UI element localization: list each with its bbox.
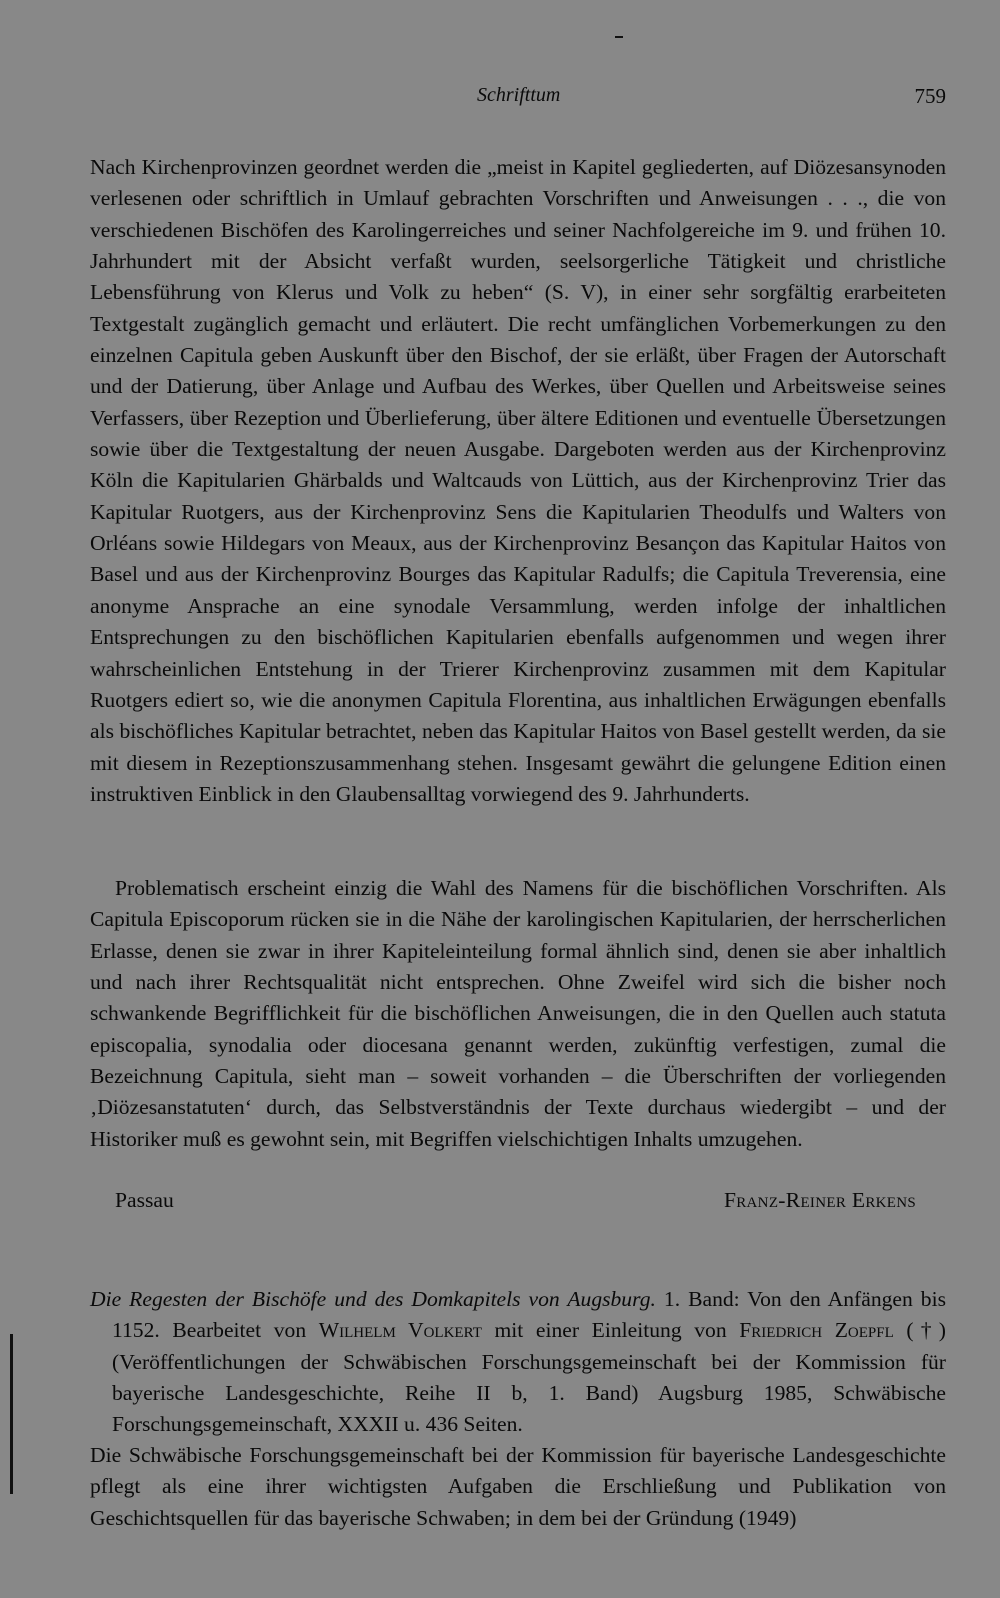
entry-intro-author: Friedrich Zoepfl bbox=[739, 1318, 894, 1343]
bibliographic-entry bbox=[90, 1284, 946, 1441]
margin-line bbox=[10, 1334, 13, 1494]
entry-details-1: 1. Band: Von den Anfängen bis 1152. Bearbeitet von bbox=[112, 1287, 946, 1343]
running-title: Schrifttum bbox=[477, 84, 561, 106]
review-paragraph-1: Nach Kirchenprovinzen geordnet werden die „meist in Kapitel gegliederten, auf Diözesansynoden verlesenen oder schriftlich in Umlauf gebrachten Vorschriften und Anweisungen . . ., die von verschiedenen Bischöfen des Karolingerreiches und seiner Nachfolgereiche im 9. und frühen 10. Jahrhundert mit der Absicht verfaßt wurden, seelsorgerliche Tätigkeit und christliche Lebensführung von Klerus und Volk zu heben“ (S. V), in einer sehr sorgfältig erarbeiteten Textgestalt zugänglich gemacht und erläutert. Die recht umfänglichen Vorbemerkungen zu den einzelnen Capitula geben Auskunft über den Bischof, der sie erläßt, über Fragen der Autorschaft und der Datierung, über Anlage und Aufbau des Werkes, über Quellen und Arbeitsweise seines Verfassers, über Rezeption und Überlieferung, über ältere Editionen und eventuelle Übersetzungen sowie über die Textgestaltung der neuen Ausgabe. Dargeboten werden aus der Kirchenprovinz Köln die Kapitularien Ghärbalds und Waltcauds von Lüttich, aus der Kirchenprovinz Trier das Kapitular Ruotgers, aus der Kirchenprovinz Sens die Kapitularien Theodulfs und Walters von Orléans sowie Hildegars von Meaux, aus der Kirchenprovinz Besançon das Kapitular Haitos von Basel und aus der Kirchenprovinz Bourges das Kapitular Radulfs; die Capitula Treverensia, eine anonyme Ansprache an eine synodale Versammlung, werden infolge der inhaltlichen Entsprechungen zu den bischöflichen Kapitularien ebenfalls aufgenommen und wegen ihrer wahrscheinlichen Entstehung in der Trierer Kirchenprovinz zusammen mit dem Kapitular Ruotgers ediert so, wie die anonymen Capitula Florentina, aus inhaltlichen Erwägungen ebenfalls als bischöfliches Kapitular betrachtet, neben das Kapitular Haitos von Basel gestellt werden, da sie mit diesem in Rezeptionszusammenhang stehen. Insgesamt gewährt die gelungene Edition einen instruktiven Einblick in den Glaubensalltag vorwiegend des 9. Jahrhunderts. bbox=[90, 155, 946, 806]
signature-author: Franz-Reiner Erkens bbox=[723, 1188, 916, 1212]
review2-paragraph-1: Die Schwäbische Forschungsgemeinschaft bei der Kommission für bayerische Landesgeschichte pflegt als eine ihrer wichtigsten Aufgaben die Erschließung und Publikation von Geschichtsquellen für das bayerische Schwaben; in dem bei der Gründung (1949) bbox=[90, 1443, 946, 1530]
signature-place: Passau bbox=[115, 1188, 174, 1212]
page-number: 759 bbox=[914, 84, 946, 108]
page-header bbox=[90, 84, 946, 114]
entry-details-2: mit einer Einleitung von bbox=[481, 1318, 740, 1343]
review-signature bbox=[90, 1188, 916, 1220]
entry-details-3: (†) (Veröffentlichungen der Schwäbischen Forschungsgemeinschaft bei der Kommission für bayerische Landesgeschichte, Reihe II b, 1. Band) Augsburg 1985, Schwäbische Forschungsgemeinschaft, XXXII u. 436 Seiten. bbox=[112, 1318, 946, 1437]
entry-editor: Wilhelm Volkert bbox=[318, 1318, 482, 1343]
review-paragraph-2: Problematisch erscheint einzig die Wahl des Namens für die bischöflichen Vorschriften. Als Capitula Episcoporum rücken sie in die Nähe der karolingischen Kapitularien, der herrscherlichen Erlasse, denen sie zwar in ihrer Kapiteleinteilung formal ähnlich sind, denen sie aber inhaltlich und nach ihrer Rechtsqualität nicht entsprechen. Ohne Zweifel wird sich die bisher noch schwankende Begrifflichkeit für die bischöflichen Anweisungen, die in den Quellen auch statuta episcopalia, synodalia oder diocesana genannt werden, zukünftig verfestigen, zumal die Bezeichnung Capitula, sieht man – soweit vorhanden – die Überschriften der vorliegenden ‚Diözesanstatuten‘ durch, das Selbstverständnis der Texte durchaus wiedergibt – und der Historiker muß es gewohnt sein, mit Begriffen vielschichtigen Inhalts umzugehen. bbox=[90, 876, 946, 1151]
book-title: Die Regesten der Bischöfe und des Domkapitels von Augsburg. bbox=[90, 1287, 656, 1311]
scan-mark bbox=[615, 36, 623, 38]
